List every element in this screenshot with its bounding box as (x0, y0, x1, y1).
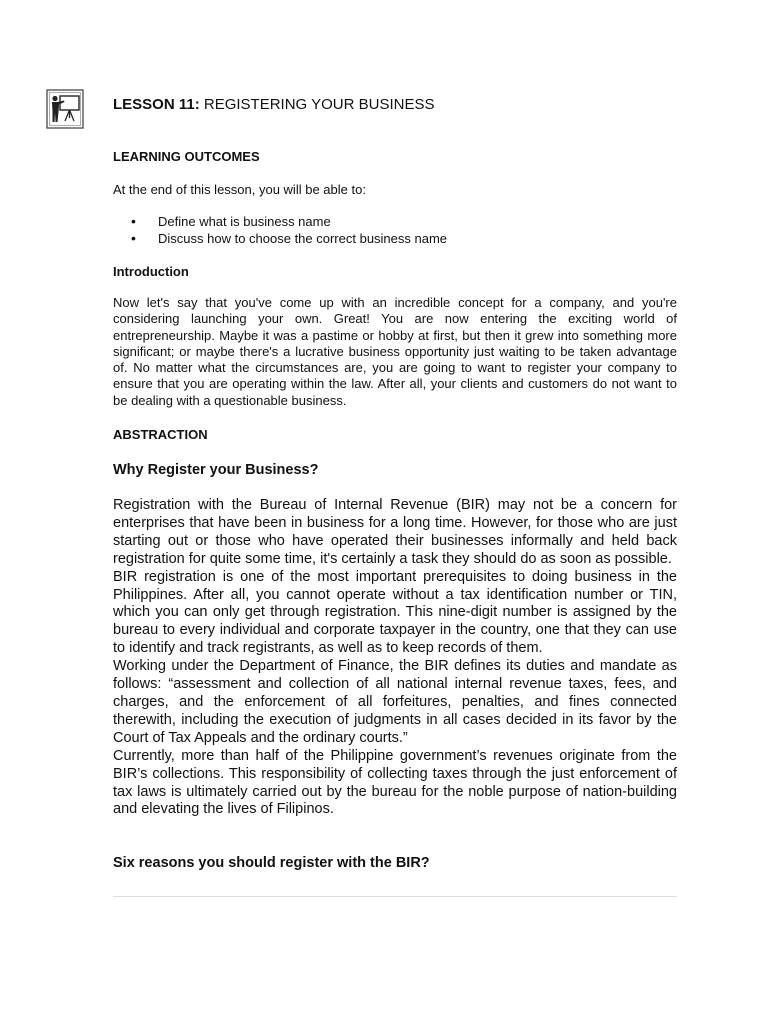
introduction-heading: Introduction (113, 264, 189, 279)
body-paragraph: Registration with the Bureau of Internal Revenue (BIR) may not be a concern for enterprises that have been in business for a long time. However, for those who are just starting out or those who have operated their businesses informally and held back registration for quite some time, it's certainly a task they should do as soon as possible. (113, 497, 677, 567)
body-paragraph: Currently, more than half of the Philippine government’s revenues originate from the BIR’s collections. This responsibility of collecting taxes through the just enforcement of tax laws is ultimately carried out by the bureau for the noble purpose of nation-building and elevating the lives of Filipinos. (113, 747, 677, 818)
abstraction-body (113, 497, 677, 819)
bullet-icon: • (131, 230, 136, 246)
learning-outcomes-heading: LEARNING OUTCOMES (113, 149, 260, 164)
lesson-title-text: REGISTERING YOUR BUSINESS (199, 96, 435, 113)
bullet-icon: • (131, 213, 136, 229)
abstraction-heading: ABSTRACTION (113, 427, 208, 442)
why-register-heading: Why Register your Business? (113, 462, 319, 478)
six-reasons-heading: Six reasons you should register with the BIR? (113, 855, 430, 871)
body-paragraph: BIR registration is one of the most important prerequisites to doing business in the Philippines. After all, you cannot operate without a tax identification number or TIN, which you can only get through registration. This nine-digit number is assigned by the bureau to every individual and corporate taxpayer in the country, one that they can use to identify and track registrants, as well as to keep records of them. (113, 568, 677, 657)
learning-outcomes-list (113, 213, 447, 247)
lesson-title (113, 96, 434, 114)
list-item: • Define what is business name (131, 213, 331, 229)
introduction-paragraph: Now let's say that you've come up with an incredible concept for a company, and you're considering launching your own. Great! You are now entering the exciting world of entrepreneurship. Maybe it was a pastime or hobby at first, but then it grew into something more significant; or maybe there's a lucrative business opportunity just waiting to be taken advantage of. No matter what the circumstances are, you are going to want to register your company to ensure that you are operating within the law. After all, your clients and customers do not want to be dealing with a questionable business. (113, 295, 677, 408)
body-paragraph: Working under the Department of Finance, the BIR defines its duties and mandate as follows: “assessment and collection of all national internal revenue taxes, fees, and charges, and the enforcement of all forfeitures, penalties, and fines connected therewith, including the execution of judgments in all cases decided in its favor by the Court of Tax Appeals and the ordinary courts.” (113, 658, 677, 746)
learning-outcomes-lead: At the end of this lesson, you will be able to: (113, 182, 366, 197)
page-divider (113, 896, 677, 897)
lesson-number: LESSON 11: (113, 96, 200, 113)
list-item: • Discuss how to choose the correct business name (131, 230, 448, 246)
presenter-board-icon (45, 88, 85, 130)
